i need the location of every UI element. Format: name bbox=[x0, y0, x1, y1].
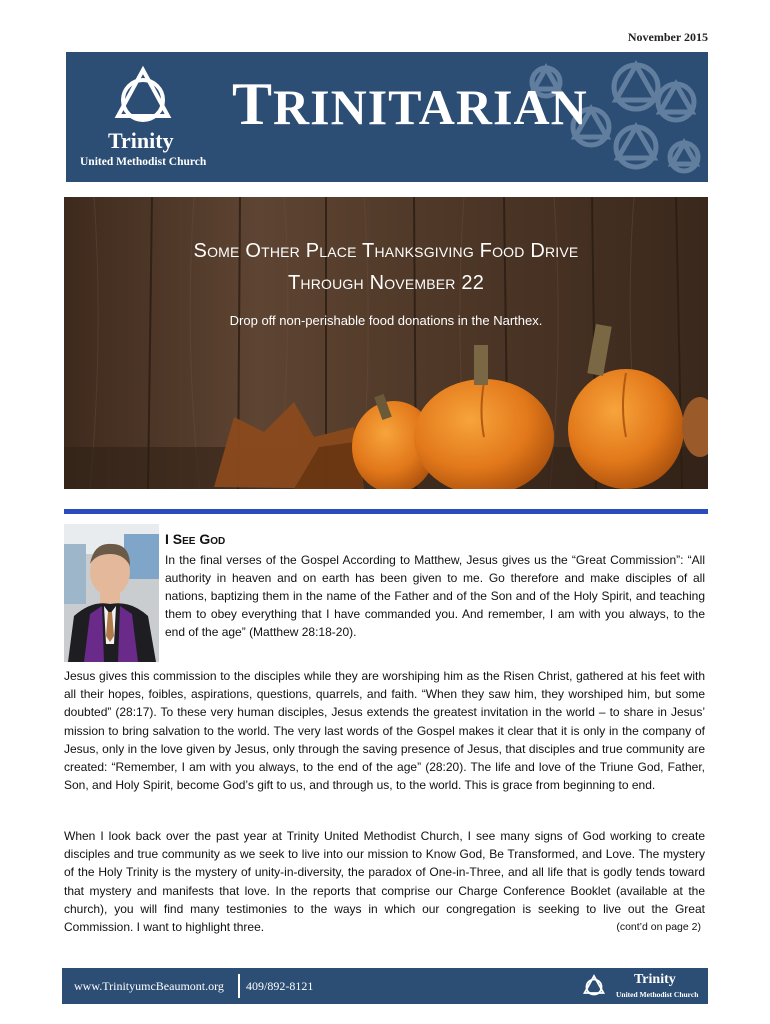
article-intro: In the final verses of the Gospel According to Matthew, Jesus gives us the “Great Commission”: “All authority in heaven and on earth has been given to me. Go therefore and make disciples of all nations, baptizing them in the name of the Father and of the Son and of the Holy Spirit, and teaching them to obey everything that I have commanded you. And remember, I am with you always, to the end of the age” (Matthew 28:18-20). bbox=[165, 553, 705, 639]
food-drive-subtext: Drop off non-perishable food donations in the Narthex. bbox=[229, 313, 543, 328]
footer-church-subtitle: United Methodist Church bbox=[616, 990, 699, 999]
footer-church-name: Trinity bbox=[634, 972, 676, 987]
continued-note: (cont’d on page 2) bbox=[616, 921, 701, 934]
trinity-symbol-icon bbox=[110, 64, 176, 130]
article-title: I See God bbox=[165, 531, 226, 547]
footer-separator bbox=[238, 974, 240, 998]
church-name: Trinity bbox=[108, 128, 174, 153]
issue-date: November 2015 bbox=[627, 30, 708, 44]
footer bbox=[62, 968, 708, 1004]
newsletter-title bbox=[232, 71, 588, 137]
trinity-symbol-icon bbox=[582, 974, 606, 998]
website-link[interactable]: www.TrinityumcBeaumont.org bbox=[74, 979, 224, 993]
pastor-photo bbox=[64, 524, 159, 662]
section-divider bbox=[64, 509, 708, 514]
headline-line-2: Through November 22 bbox=[287, 272, 485, 294]
article-paragraph-1: Jesus gives this commission to the disciples while they are worshiping him as the Risen Christ, gathered at his feet with all their hopes, foibles, aspirations, questions, quarrels, and faith. “When they saw him, they worshiped him, but some doubted” (28:17). To these very human disciples, Jesus extends the greatest invitation in the world – to share in Jesus’ mission to bring salvation to the world. The very last words of the Gospel makes it clear that it is only in the company of Jesus, only in the love given by Jesus, only through the saving presence of Jesus, that disciples and true community are created: “Remember, I am with you always, to the end of the age” (28:20). The life and love of the Triune God, Father, Son, and Holy Spirit, become God’s gift to us, and through us, to the world. This is grace from beginning to end. bbox=[64, 669, 705, 793]
paragraph-2-text: When I look back over the past year at Trinity United Methodist Church, I see many signs of God working to create disciples and true community as we seek to live into our mission to Know God, Be Transformed, and Love. The mystery of the Holy Trinity is the mystery of unity-in-diversity, the paradox of One-in-Three, and all life that is godly tends toward that mystery and manifests that love. In the reports that comprise our Charge Conference Booklet (available at the church), you will find many testimonies to the ways in which our congregation is seeking to live out the Great Commission. I want to highlight three. bbox=[64, 829, 705, 935]
masthead bbox=[66, 52, 708, 182]
phone-number: 409/892-8121 bbox=[246, 979, 314, 993]
church-subtitle: United Methodist Church bbox=[80, 156, 207, 168]
article-paragraph-2 bbox=[64, 827, 705, 936]
title-rest: RINITARIAN bbox=[273, 79, 588, 135]
title-first-letter: T bbox=[232, 71, 274, 137]
food-drive-banner bbox=[64, 197, 708, 489]
headline-line-1: Some Other Place Thanksgiving Food Drive bbox=[193, 240, 579, 262]
food-drive-headline bbox=[64, 235, 708, 299]
